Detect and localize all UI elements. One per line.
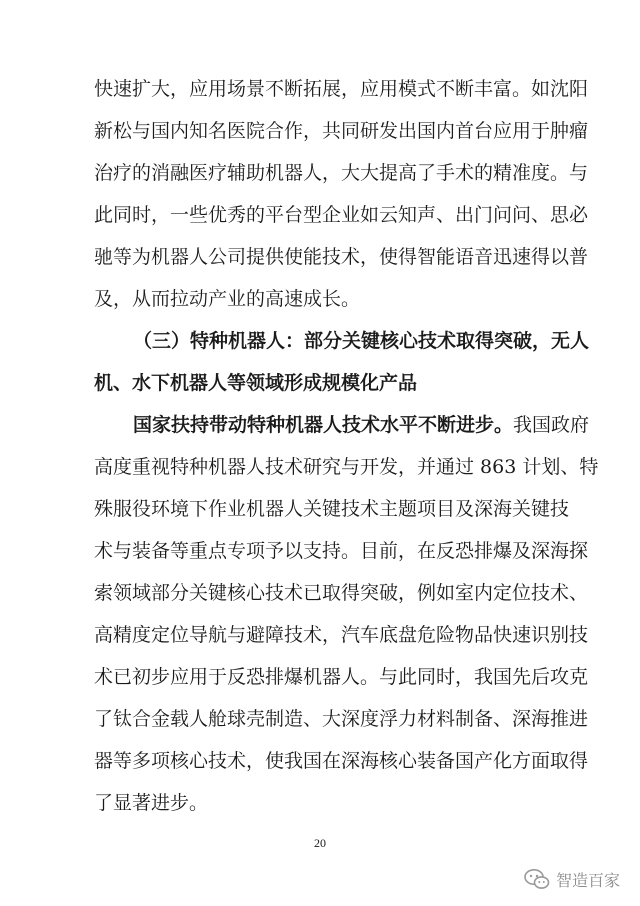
text-line: 器等多项核心技术，使我国在深海核心装备国产化方面取得 [94,750,589,772]
section-heading: （三）特种机器人：部分关键核心技术取得突破，无人 [133,330,590,352]
watermark-text: 智造百家 [555,870,620,890]
text-line: 了显著进步。 [94,792,209,814]
paragraph-lead-rest: 我国政府 [513,414,590,436]
text-line: 索领域部分关键核心技术已取得突破，例如室内定位技术、 [94,582,589,604]
paragraph-lead-bold: 国家扶持带动特种机器人技术水平不断进步。 [133,414,514,436]
watermark [524,866,620,892]
text-line: 此同时，一些优秀的平台型企业如云知声、出门问问、思必 [94,204,589,226]
text-line: 高精度定位导航与避障技术，汽车底盘危险物品快速识别技 [94,624,589,646]
text-line: 新松与国内知名医院合作，共同研发出国内首台应用于肿瘤 [94,120,589,142]
section-heading-continued: 机、水下机器人等领域形成规模化产品 [94,372,418,394]
text-line: 治疗的消融医疗辅助机器人，大大提高了手术的精准度。与 [94,162,589,184]
text-line: 了钛合金载人舱球壳制造、大深度浮力材料制备、深海推进 [94,708,589,730]
paragraph-lead-line [133,410,590,440]
text-line: 殊服役环境下作业机器人关键技术主题项目及深海关键技 [94,498,570,520]
text-line: 驰等为机器人公司提供使能技术，使得智能语音迅速得以普 [94,246,589,268]
wechat-icon [524,868,550,890]
page-number: 20 [314,836,326,850]
text-line: 术与装备等重点专项予以支持。目前，在反恐排爆及深海探 [94,540,589,562]
text-line: 术已初步应用于反恐排爆机器人。与此同时，我国先后攻克 [94,666,589,688]
text-line: 高度重视特种机器人技术研究与开发，并通过 863 计划、特 [94,456,599,478]
text-line: 及，从而拉动产业的高速成长。 [94,288,361,310]
text-line: 快速扩大，应用场景不断拓展，应用模式不断丰富。如沈阳 [94,78,589,100]
